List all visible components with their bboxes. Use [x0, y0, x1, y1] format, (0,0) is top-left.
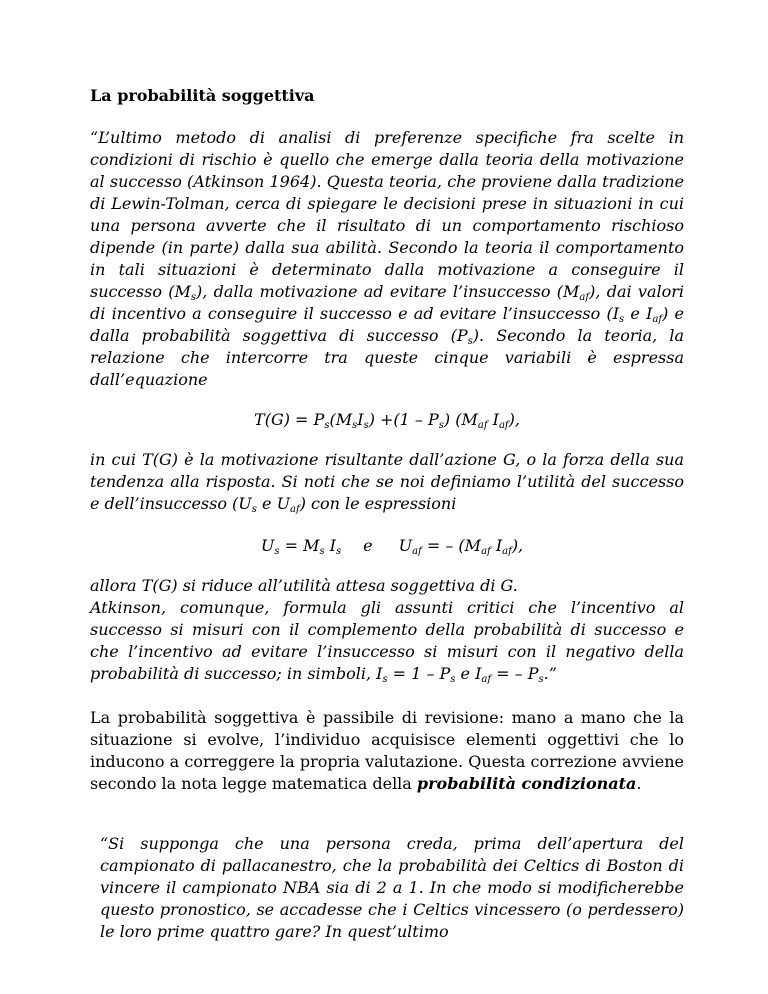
quote-text: e I — [624, 304, 653, 323]
section-heading: La probabilità soggettiva — [90, 86, 315, 105]
quote-text: ) e dalla probabilità soggettiva di successo (P — [90, 304, 684, 345]
subscript: s — [467, 336, 473, 347]
explanation-paragraph: in cui T(G) è la motivazione risultante dall’azione G, o la forza della sua tendenza alla risposta. Si noti che se noi definiamo l’utilità del successo e dell’insuccesso ($U_s$ e $U_{af}$) con le espressioni — [90, 450, 684, 515]
atkinson-quote — [90, 127, 684, 391]
equation-tg: $T(G) = P_s(M_sI_s) +(1 - P_s)$ ($M_{af}$ $I_{af}$), — [254, 410, 520, 431]
quote-text: ), dalla motivazione ad evitare l’insuccesso (M — [196, 282, 580, 301]
quote-text: “L’ultimo metodo di analisi di preferenze specifiche fra scelte in condizioni di rischio è quello che emerge dalla teoria della motivazione al successo (Atkinson 1964). — [90, 128, 684, 191]
subscript: s — [190, 292, 197, 303]
conditional-probability-term: probabilità condizionata — [416, 774, 637, 793]
subscript: s — [619, 314, 625, 325]
subscript: af — [579, 292, 590, 303]
document-page — [90, 85, 684, 959]
revision-paragraph: La probabilità soggettiva è passibile di revisione: mano a mano che la situazione si evolve, l’individuo acquisisce elementi oggettivi che lo inducono a correggere la propria valutazione. Questa correzione avviene secondo la nota legge matematica della probabilità condizionata. — [90, 708, 684, 793]
quote-text: Secondo la teoria il comportamento in tali situazioni è determinato dalla motivazione a conseguire il successo (M — [90, 238, 685, 301]
quote-text: Questa teoria, che proviene dalla tradizione di Lewin-Tolman, cerca di spiegare le decisioni prese in situazioni in cui una persona avverte che il risultato di un comportamento rischioso dipende (in parte) dalla sua abilità. — [90, 172, 684, 257]
atkinson-assumptions: allora T(G) si riduce all’utilità attesa soggettiva di G. Atkinson, comunque, formula gli assunti critici che l’incentivo al successo si misuri con il complemento della probabilità di successo e che l’incentivo ad evitare l’insuccesso si misuri con il negativo della probabilità di successo; in simboli, $I_s = 1 - P_s$ e $I_{af}$ = – $P_s$.” — [90, 576, 684, 685]
subscript: af — [652, 314, 663, 325]
quote-text: ), dai valori di incentivo a conseguire il successo e ad evitare l’insuccesso (I — [90, 282, 685, 323]
celtics-quote: “Si supponga che una persona creda, prima dell’apertura del campionato di pallacanestro, che la probabilità dei Celtics di Boston di vincere il campionato NBA sia di 2 a 1. In che modo si modificherebbe questo pronostico, se accadesse che i Celtics vincessero (o perdessero) le loro prime quattro gare? In quest’ultimo — [100, 834, 684, 941]
quote-text: ). Secondo la teoria, la relazione che intercorre tra queste cinque variabili è espressa dall’equazione — [90, 326, 685, 389]
equation-utility: $U_s = M_s$ $I_s$ e $U_{af}$ = – ($M_{af}$ $I_{af}$), — [260, 536, 524, 557]
